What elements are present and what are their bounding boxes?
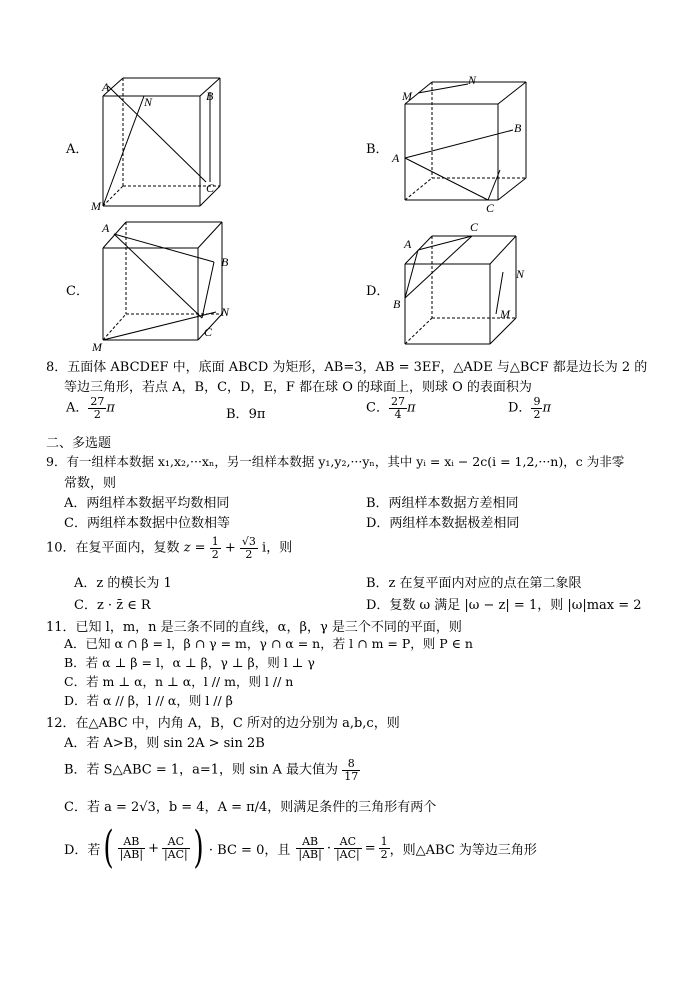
fig-c-point-M: M	[92, 340, 102, 354]
fig-b-point-A: A	[392, 151, 400, 165]
option-d-label: D．	[366, 284, 390, 299]
q12-option-c: C．若 a = 2√3，b = 4，A = π/4，则满足条件的三角形有两个	[64, 800, 437, 815]
figure-c-cube	[88, 214, 238, 354]
q8-stem-line2: 等边三角形，若点 A，B，C，D，E，F 都在球 O 的球面上，则球 O 的表面积为	[64, 380, 532, 395]
fig-c-point-N: N	[221, 305, 230, 319]
figure-b-cube	[390, 74, 535, 214]
q9-stem-line1: 9．有一组样本数据 x₁,x₂,···xₙ，另一组样本数据 y₁,y₂,···yₙ，其中 yᵢ = xᵢ − 2c(i = 1,2,···n)，c 为非零	[46, 454, 625, 469]
q11-stem: 11．已知 l，m，n 是三条不同的直线，α，β，γ 是三个不同的平面，则	[46, 620, 462, 635]
fig-c-point-A: A	[102, 221, 110, 235]
q10-option-b: B．z 在复平面内对应的点在第二象限	[366, 576, 582, 591]
fig-a-point-N: N	[144, 95, 153, 109]
figure-d-cube	[390, 214, 535, 354]
q10-option-c: C．z · z̄ ∈ R	[74, 598, 151, 613]
figure-a-cube	[88, 74, 238, 214]
option-b-label: B．	[366, 142, 389, 157]
fig-d-point-M: M	[500, 307, 510, 321]
fig-b-point-C: C	[486, 201, 495, 214]
q9-option-b: B．两组样本数据方差相同	[366, 496, 519, 511]
paren-left: (	[103, 822, 115, 873]
fig-c-point-B: B	[221, 255, 229, 269]
q11-option-c: C．若 m ⊥ α，n ⊥ α，l // m，则 l // n	[64, 674, 294, 689]
q11-option-b: B．若 α ⊥ β = l，α ⊥ β，γ ⊥ β，则 l ⊥ γ	[64, 655, 315, 670]
fig-a-point-M: M	[91, 199, 101, 213]
q12-option-d: D．若 ( $\frac{AB}{|AB|}$ + $\frac{AC}{|AC|}$ ) · BC = 0，且 $\frac{AB}{|AB|}$ · $\frac{AC}{|AC|}$ = $\frac{1}{2}$ ，则△ABC 为等边三角形	[64, 822, 537, 873]
fig-d-point-N: N	[516, 267, 525, 281]
fig-d-point-C: C	[470, 220, 479, 234]
q10-stem: 10．在复平面内，复数 z = $\frac{1}{2}$ + $\frac{√3}{2}$ i，则	[46, 535, 293, 561]
q12-stem: 12．在△ABC 中，内角 A，B，C 所对的边分别为 a,b,c，则	[46, 716, 400, 731]
fig-b-point-B: B	[514, 121, 522, 135]
fig-a-point-A: A	[102, 80, 110, 94]
q9-option-a: A．两组样本数据平均数相同	[64, 496, 230, 511]
fig-c-point-C: C	[204, 325, 213, 339]
option-a-label: A．	[66, 142, 89, 157]
fig-a-point-B: B	[206, 89, 214, 103]
q8-option-b: B．9π	[226, 407, 266, 422]
q8-option-a: A． $\frac{27}{2}$ π	[66, 395, 115, 421]
q12-option-b: B．若 S△ABC = 1，a=1，则 sin A 最大值为 $\frac{8}{17}$	[64, 757, 359, 783]
q8-option-c: C． $\frac{27}{4}$ π	[366, 395, 416, 421]
fig-a-point-C: C	[206, 181, 215, 195]
fig-d-point-A: A	[404, 237, 412, 251]
paren-right: )	[193, 822, 204, 873]
q11-option-a: A．已知 α ∩ β = l，β ∩ γ = m，γ ∩ α = n，若 l ∩ m = P，则 P ∈ n	[64, 636, 473, 651]
q10-option-a: A．z 的模长为 1	[74, 576, 172, 591]
q10-option-d: D．复数 ω 满足 |ω − z| = 1，则 |ω|max = 2	[366, 598, 642, 613]
q12-option-a: A．若 A>B，则 sin 2A > sin 2B	[64, 736, 265, 751]
q9-option-d: D．两组样本数据极差相同	[366, 516, 520, 531]
q9-stem-line2: 常数，则	[64, 476, 117, 491]
q8-option-d: D． $\frac{9}{2}$ π	[508, 395, 551, 421]
option-c-label: C．	[66, 284, 89, 299]
section-title-multi-choice: 二、多选题	[46, 436, 112, 451]
fig-b-point-N: N	[468, 74, 477, 87]
fig-b-point-M: M	[402, 89, 412, 103]
q11-option-d: D．若 α // β，l // α，则 l // β	[64, 693, 233, 708]
q8-stem-line1: 8．五面体 ABCDEF 中，底面 ABCD 为矩形，AB=3，AB = 3EF，△ADE 与△BCF 都是边长为 2 的	[46, 360, 648, 375]
fig-d-point-B: B	[393, 297, 401, 311]
q9-option-c: C．两组样本数据中位数相等	[64, 516, 230, 531]
